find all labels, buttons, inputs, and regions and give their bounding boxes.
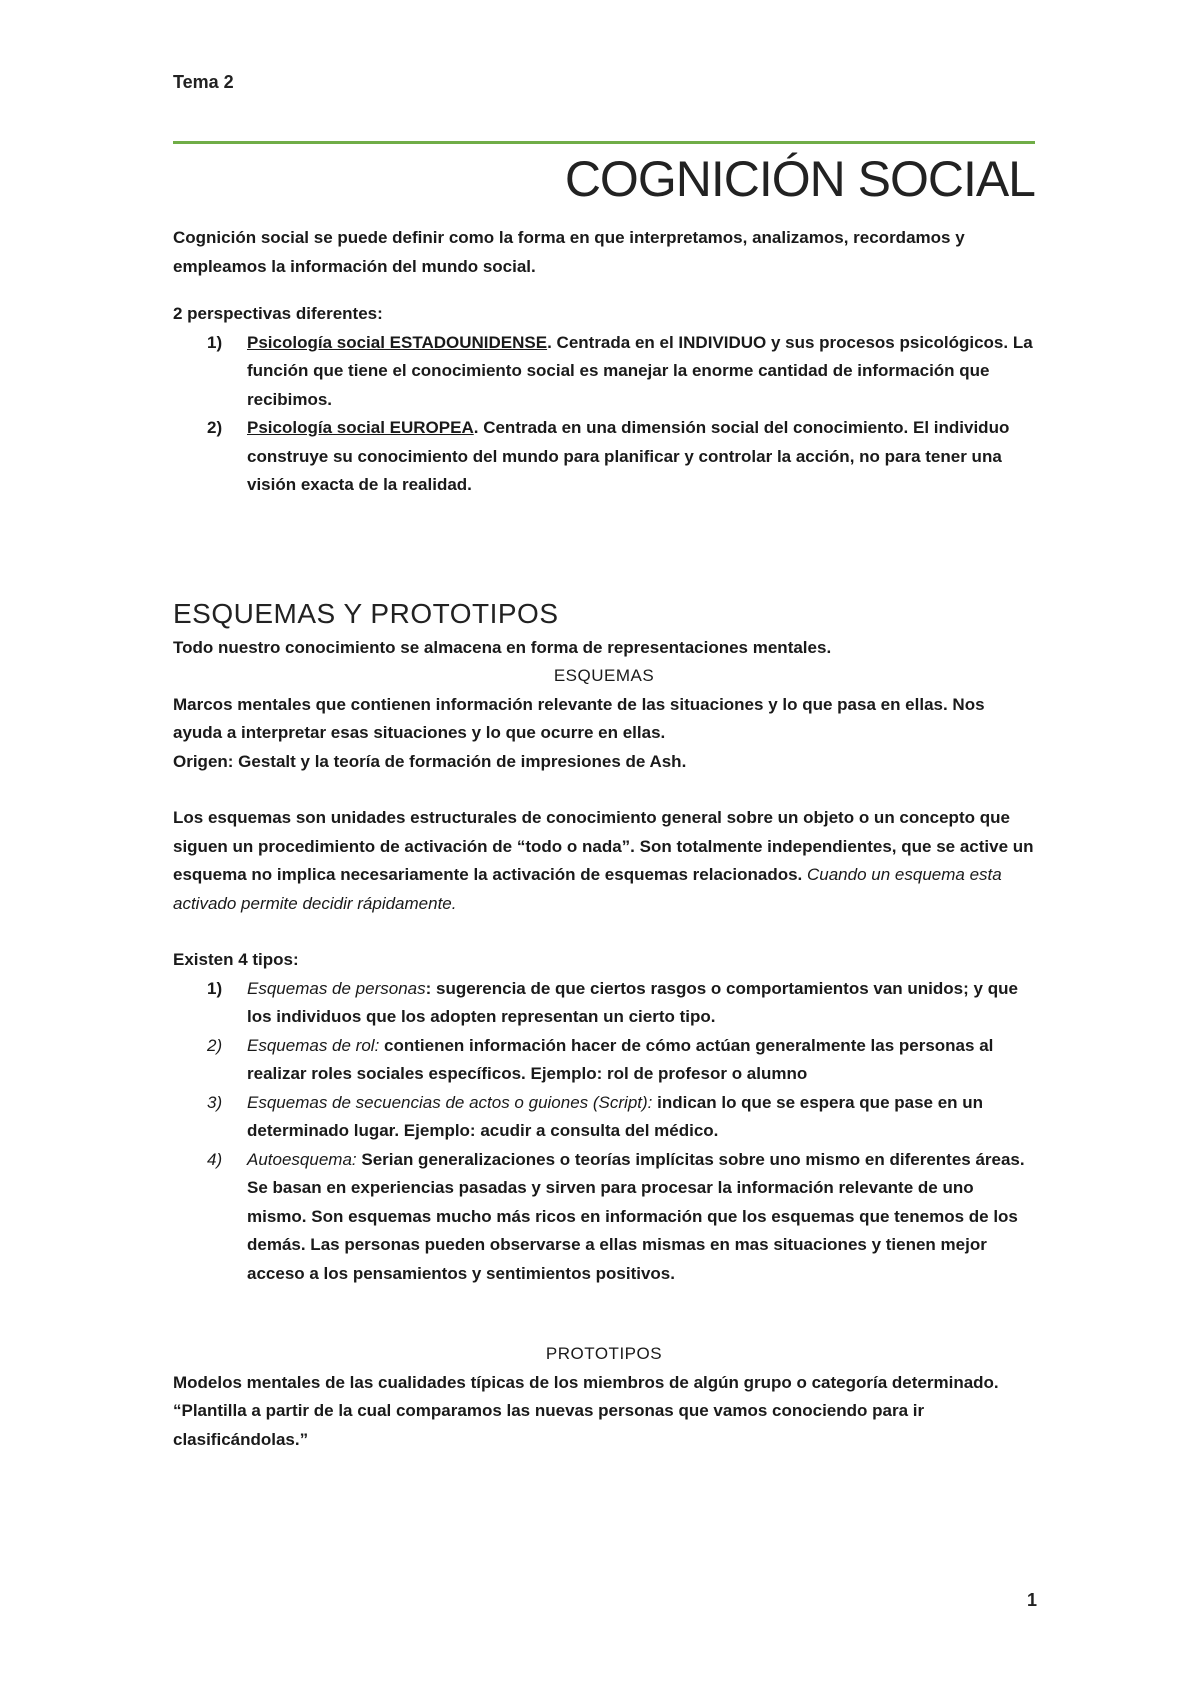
list-number: 2) (207, 418, 223, 437)
esquemas-heading: ESQUEMAS (553, 666, 655, 685)
description-text: Los esquemas son unidades estructurales de conocimiento general sobre un objeto o un concepto que siguen un procedimiento de activación de “todo o nada”. Son totalmente independientes, que se active un esquema no implica necesariamente la activación de esquemas relacionados. (173, 808, 1034, 884)
list-item-label: Psicología social ESTADOUNIDENSE (247, 332, 548, 352)
list-item-text: indican lo que se espera que pase en un determinado lugar. Ejemplo: acudir a consulta del médico. (247, 1092, 984, 1140)
list-item-text: . Centrada en el INDIVIDUO y sus procesos psicológicos. La función que tiene el conocimiento social es manejar la enorme cantidad de información que recibimos. (247, 332, 1033, 409)
header-rule (173, 141, 1035, 144)
list-item-text: contienen información hacer de cómo actúan generalmente las personas al realizar roles sociales específicos. Ejemplo: rol de profesor o alumno (247, 1035, 994, 1083)
list-item-text: . Centrada en una dimensión social del conocimiento. El individuo construye su conocimiento del mundo para planificar y controlar la acción, no para tener una visión exacta de la realidad. (247, 418, 1010, 494)
list-number: 1) (207, 332, 223, 352)
document-title: COGNICIÓN SOCIAL (564, 151, 1035, 207)
section-heading: ESQUEMAS Y PROTOTIPOS (173, 597, 559, 629)
list-item (173, 1089, 1035, 1146)
page-header: Tema 2 (173, 72, 234, 92)
list-number: 4) (207, 1149, 223, 1169)
prototipos-heading: PROTOTIPOS (545, 1344, 663, 1363)
perspectives-heading: 2 perspectivas diferentes: (173, 304, 383, 323)
document-body (173, 224, 1035, 1454)
list-number: 1) (207, 978, 223, 998)
list-item-label: Esquemas de rol: (247, 1035, 380, 1055)
perspectives-list (173, 329, 1035, 500)
list-item-label: Autoesquema: (247, 1149, 357, 1169)
prototipos-quote: “Plantilla a partir de la cual comparamos las nuevas personas que vamos conociendo para ir clasificándolas.” (173, 1401, 925, 1449)
list-item (173, 329, 1035, 415)
list-item (173, 414, 1035, 500)
list-item-text: Serian generalizaciones o teorías implícitas sobre uno mismo en diferentes áreas. Se basan en experiencias pasadas y sirven para procesar la información relevante de uno mismo. Son esquemas mucho más ricos en información que los esquemas que tenemos de los demás. Las personas pueden observarse a ellas mismas en mas situaciones y tienen mejor acceso a los pensamientos y sentimientos positivos. (247, 1149, 1025, 1283)
intro-paragraph: Cognición social se puede definir como la forma en que interpretamos, analizamos, recordamos y empleamos la información del mundo social. (173, 228, 965, 276)
description-italic: Cuando un esquema esta activado permite decidir rápidamente. (173, 865, 1002, 913)
list-item-label: Psicología social EUROPEA (247, 418, 474, 437)
types-list (173, 975, 1035, 1289)
esquemas-origin: Origen: Gestalt y la teoría de formación de impresiones de Ash. (173, 751, 687, 771)
page-number: 1 (1026, 1590, 1037, 1610)
list-item-label: Esquemas de secuencias de actos o guiones (Script): (247, 1092, 653, 1112)
list-item-text: : sugerencia de que ciertos rasgos o comportamientos van unidos; y que los individuos que los adopten representan un cierto tipo. (247, 978, 1018, 1026)
list-item (173, 975, 1035, 1032)
esquemas-description (173, 804, 1035, 918)
types-heading: Existen 4 tipos: (173, 950, 299, 969)
list-item (173, 1032, 1035, 1089)
list-number: 2) (207, 1035, 223, 1055)
list-item-label: Esquemas de personas (247, 978, 426, 998)
section-intro: Todo nuestro conocimiento se almacena en forma de representaciones mentales. (173, 637, 832, 657)
prototipos-definition: Modelos mentales de las cualidades típicas de los miembros de algún grupo o categoría determinado. (173, 1372, 999, 1392)
esquemas-definition: Marcos mentales que contienen información relevante de las situaciones y lo que pasa en ellas. Nos ayuda a interpretar esas situaciones y lo que ocurre en ellas. (173, 694, 985, 742)
list-item (173, 1146, 1035, 1289)
list-number: 3) (207, 1092, 223, 1112)
